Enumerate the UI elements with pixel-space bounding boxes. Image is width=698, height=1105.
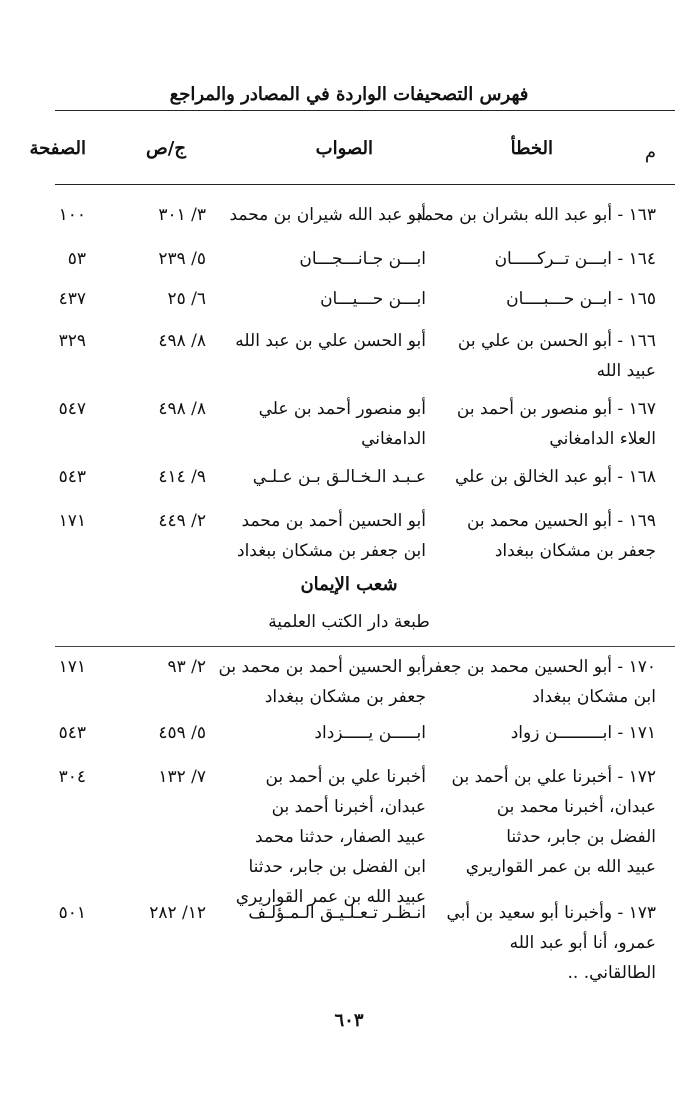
cell-correct bbox=[221, 718, 426, 748]
cell-line: جعفر بن مشكان ببغداد bbox=[494, 541, 656, 561]
column-header-index: م bbox=[644, 142, 656, 163]
cell-line: عبيد الله bbox=[596, 361, 656, 381]
running-head-title: فهرس التصحيفات الواردة في المصادر والمراجع bbox=[169, 84, 529, 105]
cell-page: ٥٤٧ bbox=[58, 399, 86, 419]
cell-line: ابن الفضل بن جابر، حدثنا bbox=[248, 857, 426, 877]
cell-line: ١٧٢ - أخبرنا علي بن أحمد بن bbox=[451, 767, 656, 787]
cell-volume-page: ٥/ ٤٥٩ bbox=[158, 723, 206, 743]
cell-page: ٥٤٣ bbox=[58, 467, 86, 487]
cell-correct bbox=[221, 462, 426, 492]
cell-line: جعفر بن مشكان ببغداد bbox=[264, 687, 426, 707]
cell-wrong bbox=[431, 462, 656, 492]
cell-line: الفضل بن جابر، حدثنا bbox=[506, 827, 656, 847]
cell-wrong bbox=[431, 718, 656, 748]
cell-line: ابـــن جـانـــجـــان bbox=[299, 249, 426, 269]
cell-line: عـبـد الـخـالـق بـن عـلـي bbox=[252, 467, 426, 487]
cell-line: عبيد الصفار، حدثنا محمد bbox=[255, 827, 426, 847]
cell-wrong bbox=[414, 200, 656, 230]
cell-page: ٥٤٣ bbox=[58, 723, 86, 743]
cell-wrong bbox=[431, 284, 656, 314]
cell-page: ٥٣ bbox=[67, 249, 86, 269]
cell-line: عبيد الله بن عمر القواريري bbox=[465, 857, 656, 877]
cell-line: ١٦٦ - أبو الحسن بن علي بن bbox=[457, 331, 656, 351]
cell-correct bbox=[221, 200, 426, 230]
cell-line: أبو الحسين أحمد بن محمد bbox=[241, 511, 426, 531]
cell-page: ٣٢٩ bbox=[58, 331, 86, 351]
cell-page: ٤٣٧ bbox=[58, 289, 86, 309]
cell-page: ١٠٠ bbox=[58, 205, 86, 225]
cell-line: الدامغاني bbox=[361, 429, 426, 449]
cell-line: انـظـر تـعـلـيـق الـمـؤلـف bbox=[248, 903, 426, 923]
cell-wrong bbox=[431, 394, 656, 454]
cell-volume-page: ٧/ ١٣٢ bbox=[158, 767, 206, 787]
cell-line: ١٧٣ - وأخبرنا أبو سعيد بن أبي bbox=[446, 903, 656, 923]
cell-volume-page: ٨/ ٤٩٨ bbox=[158, 331, 206, 351]
cell-volume-page: ١٢/ ٢٨٢ bbox=[149, 903, 206, 923]
cell-line: ابـــــن يـــــزداد bbox=[314, 723, 426, 743]
cell-page: ١٧١ bbox=[58, 511, 86, 531]
cell-line: عمرو، أنا أبو عبد الله bbox=[509, 933, 656, 953]
cell-correct bbox=[221, 898, 426, 928]
cell-line: عبدان، أخبرنا أحمد بن bbox=[271, 797, 426, 817]
column-header-wrong: الخطأ bbox=[510, 138, 553, 159]
cell-correct bbox=[221, 244, 426, 274]
cell-line: أخبرنا علي بن أحمد بن bbox=[265, 767, 426, 787]
cell-volume-page: ٢/ ٤٤٩ bbox=[158, 511, 206, 531]
cell-wrong bbox=[431, 506, 656, 566]
page-number: ٦٠٣ bbox=[334, 1010, 364, 1031]
cell-line: ١٧٠ - أبو الحسين محمد بن جعفر bbox=[424, 657, 656, 677]
column-header-page: الصفحة bbox=[29, 138, 86, 159]
cell-line: أبو الحسن علي بن عبد الله bbox=[235, 331, 426, 351]
cell-correct bbox=[221, 284, 426, 314]
section-subtitle: طبعة دار الكتب العلمية bbox=[268, 612, 430, 632]
cell-line: عبدان، أخبرنا محمد بن bbox=[496, 797, 656, 817]
cell-correct bbox=[221, 394, 426, 454]
section-rule bbox=[55, 646, 675, 647]
cell-line: أبو عبد الله شيران بن محمد bbox=[229, 205, 426, 225]
cell-line: ١٦٨ - أبو عبد الخالق بن علي bbox=[454, 467, 656, 487]
cell-volume-page: ٨/ ٤٩٨ bbox=[158, 399, 206, 419]
cell-volume-page: ٥/ ٢٣٩ bbox=[158, 249, 206, 269]
cell-wrong bbox=[431, 326, 656, 386]
cell-line: الطالقاني. .. bbox=[567, 963, 656, 983]
cell-page: ٥٠١ bbox=[58, 903, 86, 923]
cell-line: ١٦٣ - أبو عبد الله بشران بن محمد bbox=[414, 205, 656, 225]
cell-line: ١٦٩ - أبو الحسين محمد بن bbox=[466, 511, 656, 531]
cell-line: أبو الحسين أحمد بن محمد بن bbox=[218, 657, 426, 677]
cell-volume-page: ٣/ ٣٠١ bbox=[158, 205, 206, 225]
cell-correct bbox=[221, 762, 426, 912]
cell-volume-page: ٩/ ٤١٤ bbox=[158, 467, 206, 487]
cell-line: عبيد الله بن عمر القواريري bbox=[235, 887, 426, 907]
cell-volume-page: ٢/ ٩٣ bbox=[167, 657, 206, 677]
cell-line: ابن جعفر بن مشكان ببغداد bbox=[237, 541, 426, 561]
cell-page: ١٧١ bbox=[58, 657, 86, 677]
column-header-volume-page: ج/ص bbox=[146, 138, 186, 159]
cell-wrong bbox=[424, 652, 656, 712]
column-header-rule bbox=[55, 184, 675, 185]
cell-line: ١٦٧ - أبو منصور بن أحمد بن bbox=[456, 399, 656, 419]
cell-page: ٣٠٤ bbox=[58, 767, 86, 787]
column-header-correct: الصواب bbox=[315, 138, 373, 159]
cell-correct bbox=[221, 326, 426, 356]
cell-correct bbox=[218, 652, 426, 712]
cell-line: ١٧١ - ابـــــــــن زواد bbox=[510, 723, 656, 743]
cell-correct bbox=[221, 506, 426, 566]
header-rule bbox=[55, 110, 675, 111]
cell-line: العلاء الدامغاني bbox=[549, 429, 656, 449]
cell-line: ابـــن حـــيـــان bbox=[320, 289, 426, 309]
cell-line: ١٦٥ - ابــن حـــبــــان bbox=[506, 289, 656, 309]
section-title: شعب الإيمان bbox=[300, 574, 398, 595]
column-headers bbox=[0, 138, 698, 168]
cell-line: ابن مشكان ببغداد bbox=[532, 687, 656, 707]
cell-wrong bbox=[431, 244, 656, 274]
cell-line: ١٦٤ - ابـــن تــركـــــان bbox=[494, 249, 656, 269]
cell-wrong bbox=[431, 762, 656, 882]
cell-volume-page: ٦/ ٢٥ bbox=[167, 289, 206, 309]
cell-line: أبو منصور أحمد بن علي bbox=[258, 399, 426, 419]
cell-wrong bbox=[431, 898, 656, 988]
